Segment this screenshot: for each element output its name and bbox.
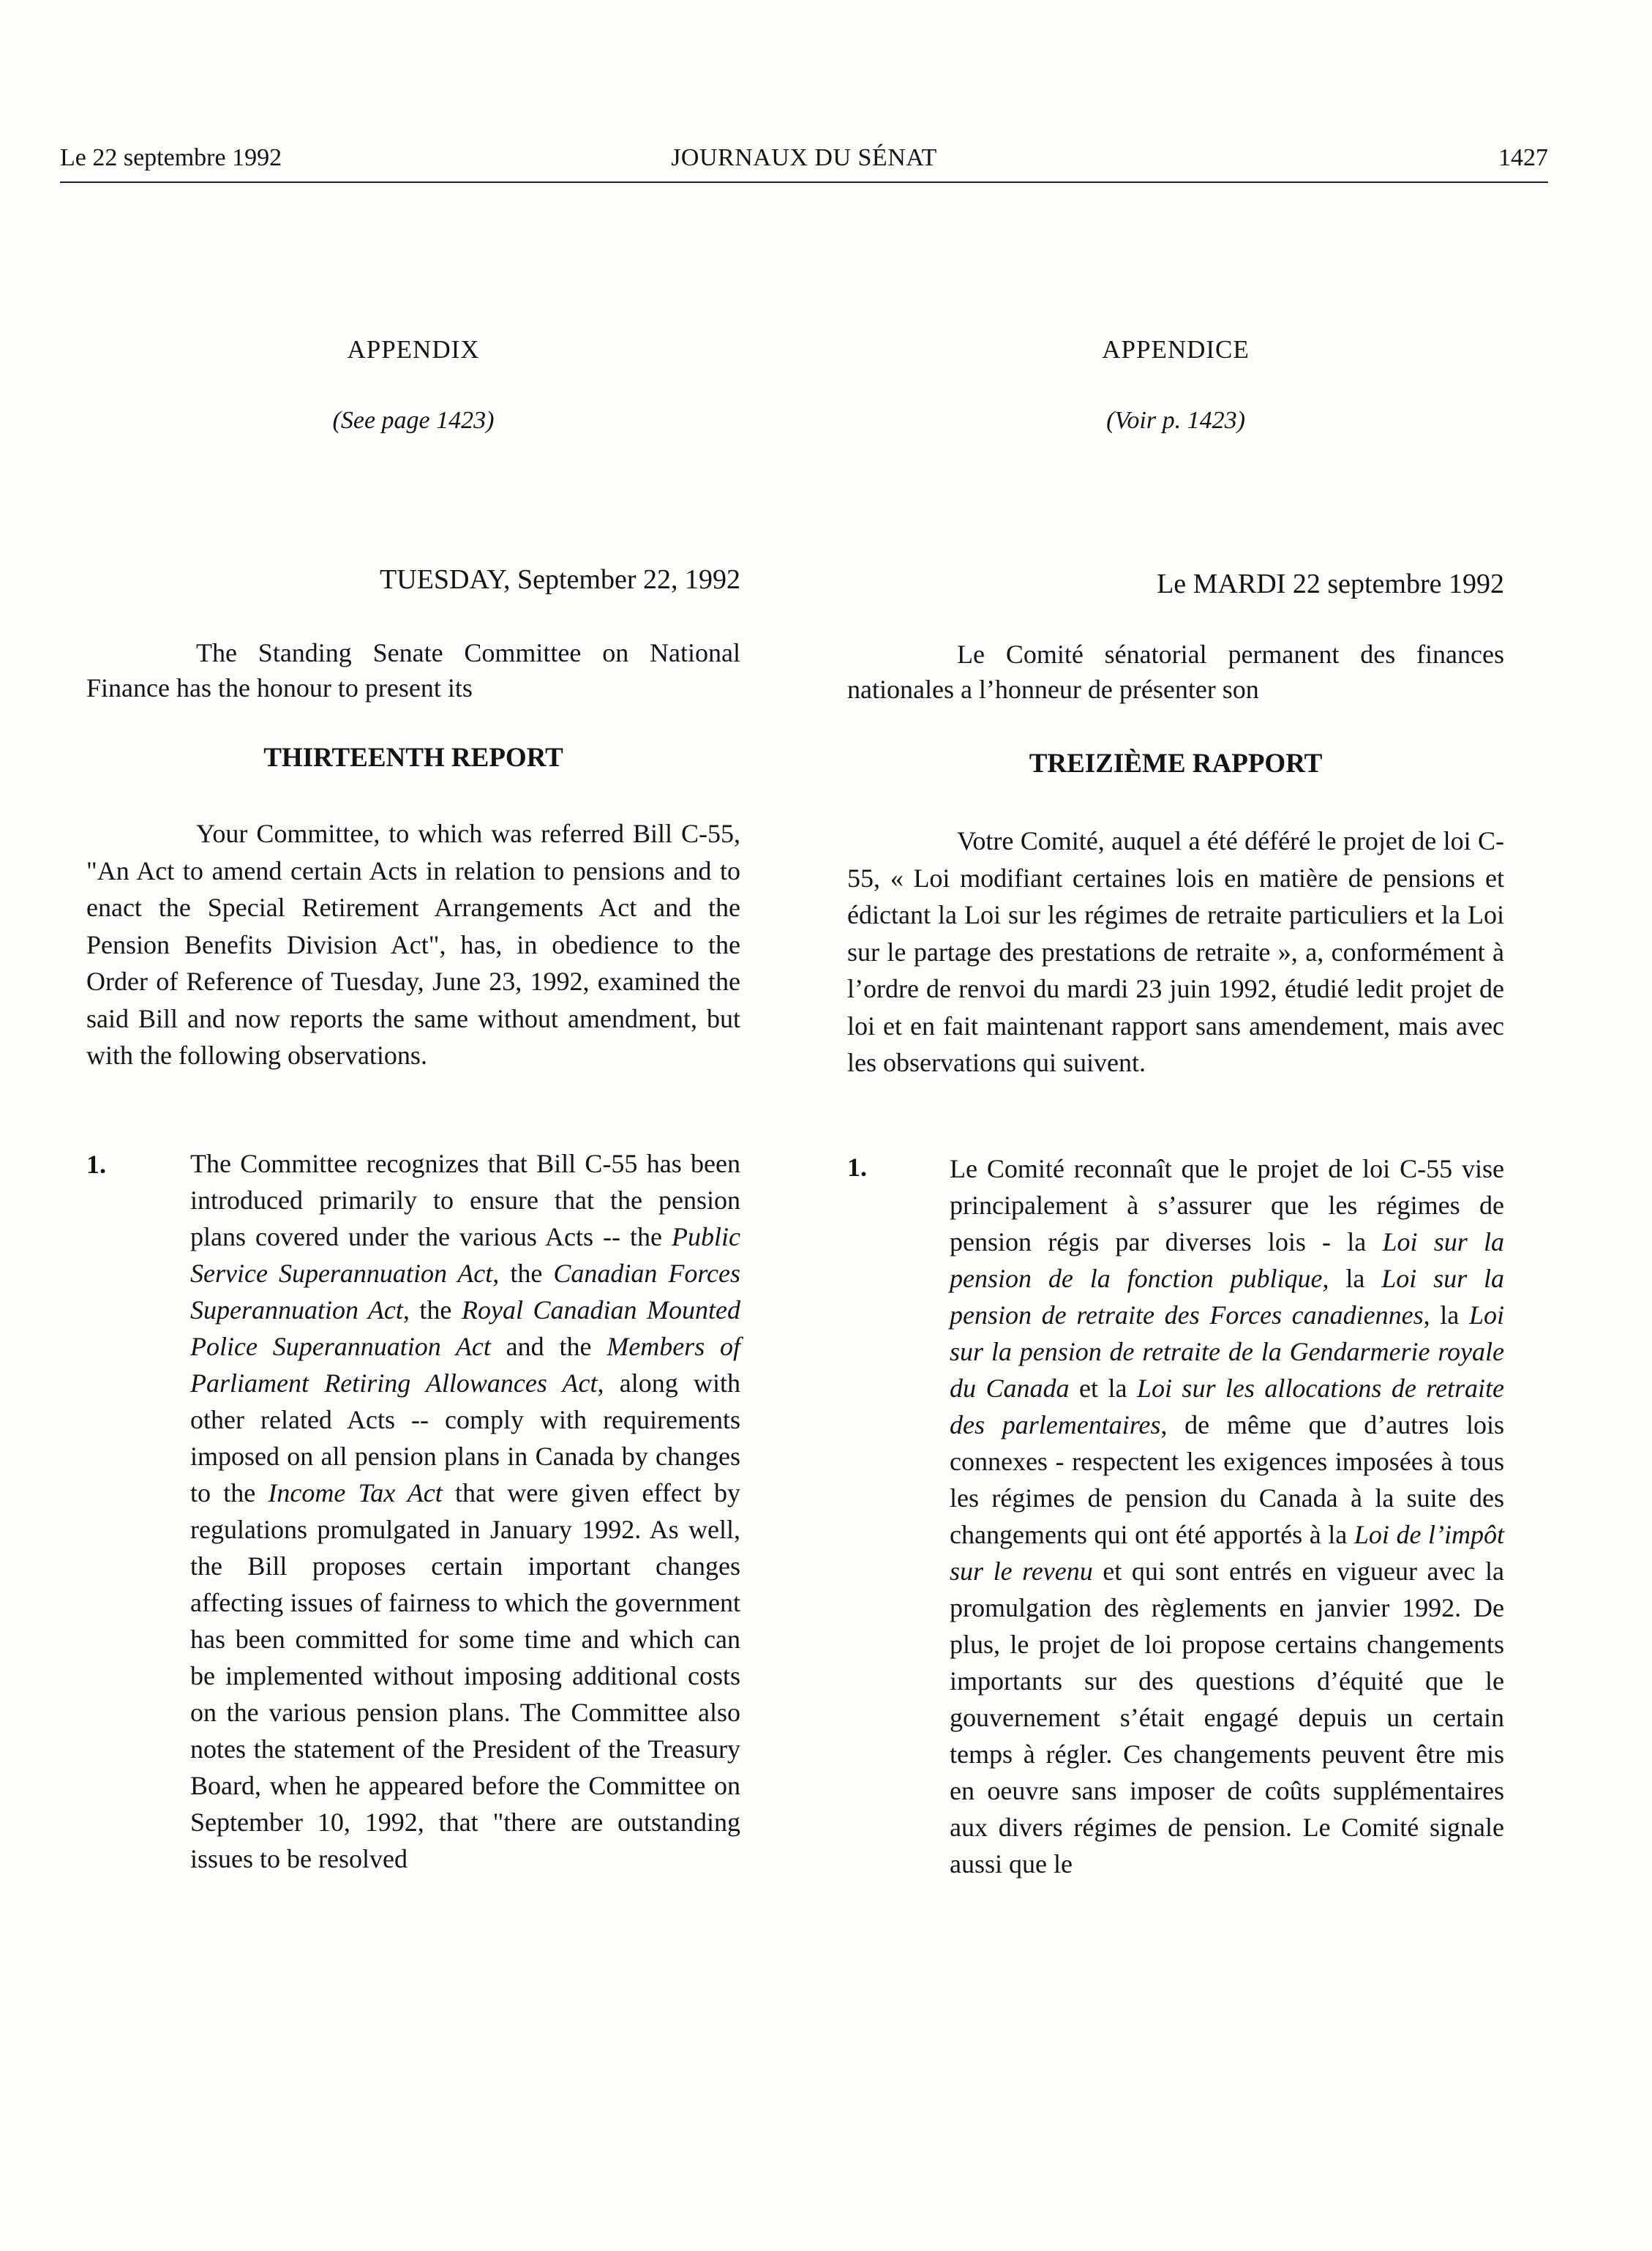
observation-text-run: et la [1069, 1374, 1137, 1403]
report-date: Le MARDI 22 septembre 1992 [1157, 569, 1504, 599]
observation-text-run: Le Comité reconnaît que le projet de loi C-55 vise principalement à s’assurer que les régimes de pension régis par diverses lois - la [950, 1154, 1504, 1256]
act-title: Loi sur la pension de retraite des Forces canadiennes [950, 1264, 1505, 1330]
act-title: Loi sur la pension de retraite de la Gendarmerie royale du Canada [950, 1300, 1504, 1403]
observation-text-run: , la [1423, 1300, 1469, 1330]
observation-text-run: , de même que d’autres lois connexes - respectent les exigences imposées à tous les régimes de pension du Canada à la suite des changements qui ont été apportés à la [950, 1410, 1504, 1549]
observation-text-run: , the [492, 1259, 554, 1288]
observation-number: 1. [847, 1153, 867, 1182]
act-title: Royal Canadian Mounted Police Superannuation Act [190, 1295, 741, 1361]
appendix-title: APPENDICE [1102, 335, 1250, 364]
observation-text-run: , the [402, 1295, 462, 1325]
report-body: Your Committee, to which was referred Bill C-55, "An Act to amend certain Acts in relation to pensions and to enact the Special Retirement Arrangements Act and the Pension Benefits Division Act", has, in obedience to the Order of Reference of Tuesday, June 23, 1992, examined the said Bill and now reports the same without amendment, but with the following observations. [86, 819, 740, 1070]
observation-text-run: , la [1322, 1264, 1382, 1293]
report-body: Votre Comité, auquel a été déféré le projet de loi C-55, « Loi modifiant certaines lois en matière de pensions et édictant la Loi sur les régimes de retraite particuliers et la Loi sur le partage des prestations de retraite », a, conformément à l’ordre de renvoi du mardi 23 juin 1992, étudié ledit projet de loi et en fait maintenant rapport sans amendement, mais avec les observations qui suivent. [847, 826, 1504, 1077]
header-page-number: 1427 [1498, 144, 1548, 171]
french-column [847, 0, 1504, 2251]
report-title: THIRTEENTH REPORT [263, 743, 563, 773]
report-date: TUESDAY, September 22, 1992 [380, 564, 740, 595]
act-title: Loi sur la pension de la fonction publique [950, 1227, 1505, 1293]
observation-number: 1. [86, 1150, 106, 1179]
report-title: TREIZIÈME RAPPORT [1029, 749, 1323, 779]
act-title: Canadian Forces Superannuation Act [190, 1259, 740, 1325]
intro-paragraph: The Standing Senate Committee on National Finance has the honour to present its [86, 638, 740, 703]
act-title: Loi de l’impôt sur le revenu [950, 1520, 1504, 1586]
act-title: Public Service Superannuation Act [190, 1222, 740, 1288]
english-column [86, 0, 740, 2251]
observation-text-run: et qui sont entrés en vigueur avec la promulgation des règlements en janvier 1992. De plus, le projet de loi propose certains changements importants sur des questions d’équité que le gouvernement s’était engagé depuis un certain temps à régler. Ces changements peuvent être mis en oeuvre sans imposer de coûts supplémentaires aux divers régimes de pension. Le Comité signale aussi que le [950, 1557, 1504, 1879]
observation-text-run: that were given effect by regulations promulgated in January 1992. As well, the Bill proposes certain important changes affecting issues of fairness to which the government has been committed for some time and which can be implemented without imposing additional costs on the various pension plans. The Committee also notes the statement of the President of the Treasury Board, when he appeared before the Committee on September 10, 1992, that "there are outstanding issues to be resolved [190, 1478, 741, 1873]
observation-text-run: and the [490, 1332, 607, 1361]
act-title: Members of Parliament Retiring Allowances Act [190, 1332, 740, 1398]
observation-text-run: The Committee recognizes that Bill C-55 has been introduced primarily to ensure that the pension plans covered under the various Acts -- the [190, 1149, 740, 1251]
observation-text [950, 1150, 1504, 1882]
appendix-reference: (Voir p. 1423) [1106, 407, 1245, 434]
intro-paragraph: Le Comité sénatorial permanent des finances nationales a l’honneur de présenter son [847, 640, 1504, 704]
header-journal-title: JOURNAUX DU SÉNAT [671, 144, 937, 171]
appendix-title: APPENDIX [347, 335, 480, 364]
act-title: Income Tax Act [268, 1478, 443, 1507]
appendix-reference: (See page 1423) [332, 407, 495, 434]
observation-text-run: , along with other related Acts -- comply with requirements imposed on all pension plans in Canada by changes to the [190, 1368, 740, 1507]
header-date: Le 22 septembre 1992 [60, 144, 282, 171]
observation-text [190, 1145, 740, 1877]
act-title: Loi sur les allocations de retraite des parlementaires [950, 1374, 1504, 1439]
